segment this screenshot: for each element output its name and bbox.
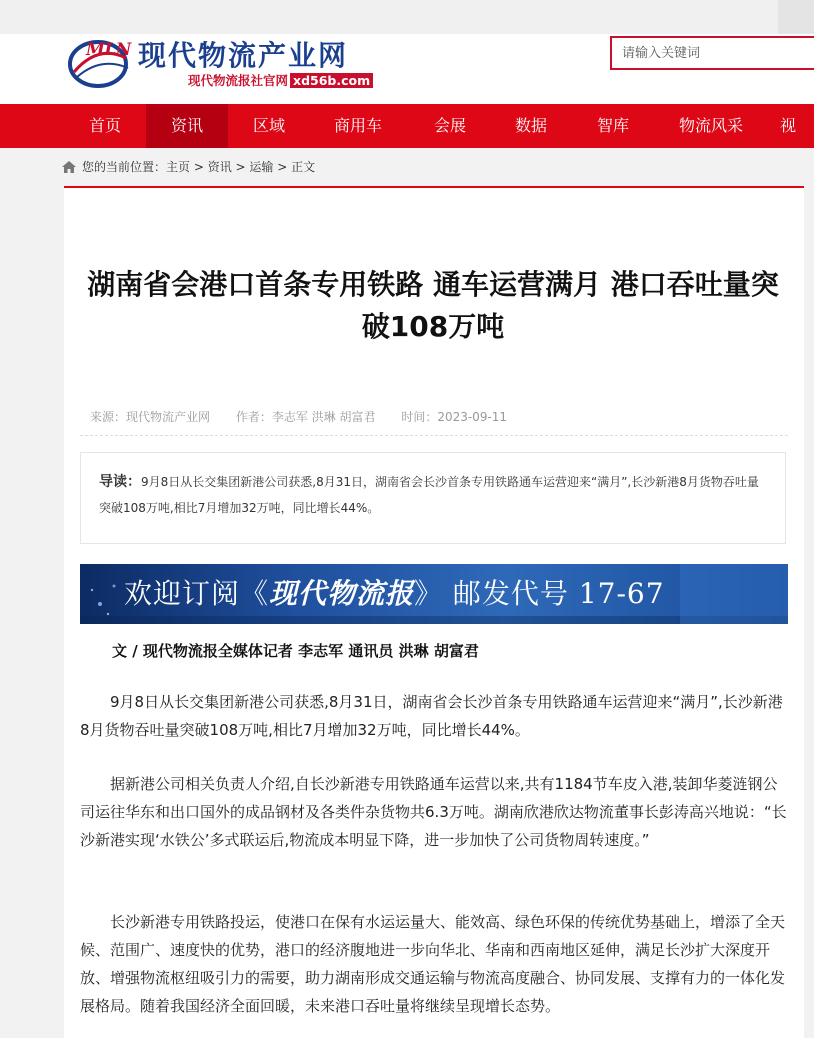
article-title: 湖南省会港口首条专用铁路 通车运营满月 港口吞吐量突破108万吨 (87, 268, 779, 343)
nav-item-think-tank[interactable]: 智库 (596, 116, 629, 135)
article-time: 时间：2023-09-11 (401, 410, 508, 424)
nav-item-video[interactable]: 视 (780, 116, 797, 135)
site-logo[interactable] (68, 34, 388, 94)
intro-label: 导读： (99, 474, 141, 490)
banner-text-suffix: 》 邮发代号 17-67 (414, 577, 665, 610)
article-paragraph: 9月8日从长交集团新港公司获悉,8月31日，湖南省会长沙首条专用铁路通车运营迎来“满月”,长沙新港8月货物吞吐量突破108万吨,相比7月增加32万吨，同比增长44%。 (80, 693, 783, 739)
site-header (0, 34, 814, 104)
article-byline: 文 / 现代物流报全媒体记者 李志军 通讯员 洪琳 胡富君 (112, 642, 479, 660)
intro-text: 9月8日从长交集团新港公司获悉,8月31日，湖南省会长沙首条专用铁路通车运营迎来“满月”,长沙新港8月货物吞吐量突破108万吨,相比7月增加32万吨，同比增长44%。 (99, 475, 759, 515)
nav-item-home[interactable]: 首页 (88, 116, 121, 135)
logo-site-name: 现代物流产业网 (138, 39, 349, 72)
nav-item-commercial-vehicle[interactable]: 商用车 (333, 116, 382, 135)
banner-brand: 现代物流报 (269, 577, 415, 610)
breadcrumb (62, 158, 315, 178)
banner-text (124, 572, 665, 612)
article-meta (90, 408, 529, 425)
nav-item-news[interactable]: 资讯 (146, 104, 228, 148)
nav-item-region[interactable]: 区域 (252, 116, 285, 135)
search-box (610, 36, 814, 70)
article-paragraph: 长沙新港专用铁路投运，使港口在保有水运运量大、能效高、绿色环保的传统优势基础上，增添了全天候、范围广、速度快的优势，港口的经济腹地进一步向华北、华南和西南地区延伸，满足长沙扩大深度开放、增强物流枢纽吸引力的需要，助力湖南形成交通运输与物流高度融合、协同发展、支撑有力的一体化发展格局。随着我国经济全面回暖，未来港口吞吐量将继续呈现增长态势。 (80, 913, 786, 1015)
meta-divider (80, 435, 788, 436)
article-container (64, 186, 804, 1038)
article-source: 来源：现代物流产业网 (90, 410, 211, 424)
home-icon (62, 161, 76, 173)
logo-subtitle (188, 71, 373, 89)
article-intro (80, 452, 786, 544)
nav-item-exhibition[interactable]: 会展 (433, 116, 466, 135)
main-nav (0, 104, 814, 148)
logo-mln-text: MLN (86, 40, 131, 60)
banner-text-prefix: 欢迎订阅《 (124, 577, 270, 610)
subscription-banner[interactable] (80, 564, 788, 624)
article-author: 作者：李志军 洪琳 胡富君 (235, 410, 376, 424)
breadcrumb-prefix: 您的当前位置： (82, 160, 167, 174)
nav-item-logistics-style[interactable]: 物流风采 (678, 116, 743, 135)
top-strip-block (778, 0, 814, 34)
breadcrumb-path[interactable]: 主页 > 资讯 > 运输 > 正文 (166, 160, 316, 174)
logo-domain: xd56b.com (290, 73, 373, 88)
nav-item-data[interactable]: 数据 (514, 116, 547, 135)
search-input[interactable] (612, 38, 814, 68)
logo-sub-text: 现代物流报社官网 (188, 73, 289, 88)
browser-top-strip (0, 0, 814, 34)
article-paragraph: 据新港公司相关负责人介绍,自长沙新港专用铁路通车运营以来,共有1184节车皮入港,装卸华菱涟钢公司运往华东和出口国外的成品钢材及各类件杂货物共6.3万吨。湖南欣港欣达物流董事长彭涛高兴地说：“长沙新港实现‘水铁公’多式联运后,物流成本明显下降，进一步加快了公司货物周转速度。” (80, 775, 787, 849)
